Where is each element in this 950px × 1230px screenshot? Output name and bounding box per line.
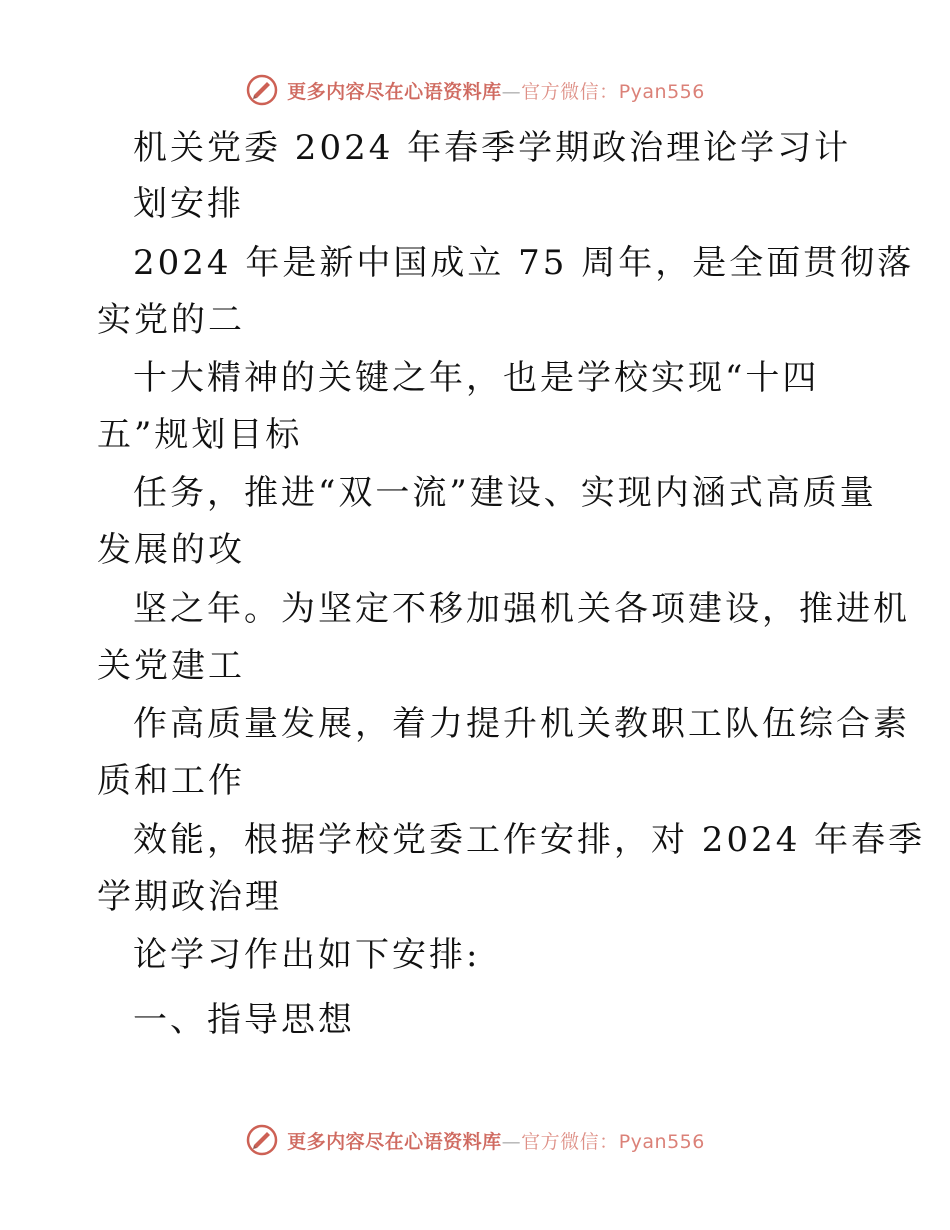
text-line: 质和工作 (97, 761, 245, 801)
watermark-label: 官方微信： (521, 1130, 619, 1153)
watermark-id: Pyan556 (618, 80, 705, 103)
text-line: 任务，推进“双一流”建设、实现内涵式高质量 (133, 473, 877, 513)
text-line: 发展的攻 (97, 530, 245, 570)
watermark-logo-icon (245, 73, 279, 107)
text-line: 效能，根据学校党委工作安排，对 2024 年春季 (133, 820, 926, 860)
text-line: 坚之年。为坚定不移加强机关各项建设，推进机 (133, 589, 910, 629)
watermark-header (0, 70, 950, 110)
text-line: 2024 年是新中国成立 75 周年，是全面贯彻落 (133, 243, 915, 283)
text-line: 学期政治理 (97, 877, 282, 917)
watermark-brand: 更多内容尽在心语资料库 (287, 80, 502, 103)
watermark-footer (0, 1120, 950, 1160)
section-heading: 一、指导思想 (133, 1000, 355, 1040)
watermark-label: 官方微信： (521, 80, 619, 103)
text-line: 作高质量发展，着力提升机关教职工队伍综合素 (133, 704, 910, 744)
watermark-logo-icon (245, 1123, 279, 1157)
text-line: 划安排 (133, 184, 244, 224)
watermark-text (287, 1127, 705, 1154)
watermark-dash: — (501, 1130, 522, 1153)
watermark-dash: — (501, 80, 522, 103)
text-line: 关党建工 (97, 646, 245, 686)
watermark-id: Pyan556 (618, 1130, 705, 1153)
text-line: 五”规划目标 (97, 415, 303, 455)
text-line: 机关党委 2024 年春季学期政治理论学习计 (133, 128, 852, 168)
text-line: 十大精神的关键之年，也是学校实现“十四 (133, 358, 820, 398)
text-line: 论学习作出如下安排: (133, 935, 481, 975)
watermark-brand: 更多内容尽在心语资料库 (287, 1130, 502, 1153)
text-line: 实党的二 (97, 300, 245, 340)
watermark-text (287, 77, 705, 104)
